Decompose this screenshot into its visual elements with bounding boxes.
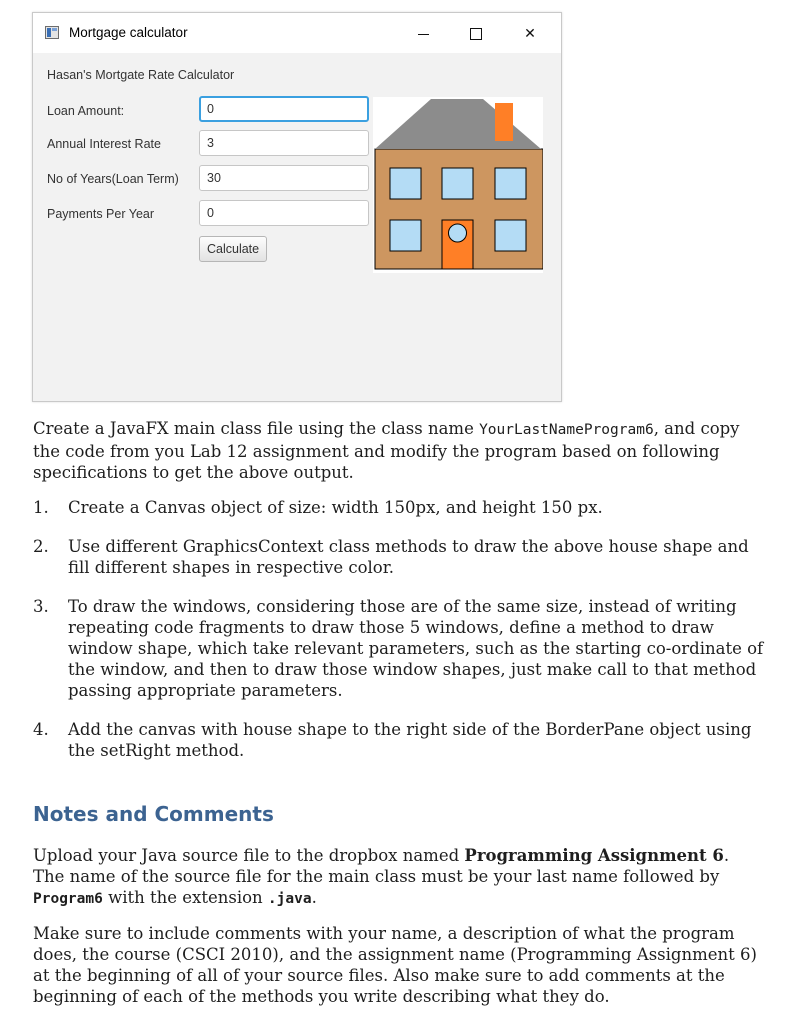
loan-amount-label: Loan Amount: (47, 104, 125, 118)
close-button[interactable] (507, 19, 553, 47)
intro-paragraph (33, 418, 763, 483)
maximize-icon (470, 28, 482, 40)
calculate-button[interactable]: Calculate (199, 236, 267, 262)
house-chimney (495, 103, 513, 141)
house-window (390, 220, 421, 251)
calculator-heading: Hasan's Mortgate Rate Calculator (47, 68, 235, 82)
title-bar[interactable] (33, 13, 561, 53)
maximize-button[interactable] (453, 19, 499, 47)
upload-text-4: . (311, 888, 317, 907)
app-icon (45, 26, 59, 39)
house-window (390, 168, 421, 199)
comments-paragraph: Make sure to include comments with your name, a description of what the program does, the course (CSCI 2010), and the assignment name (Programming Assignment 6) at the beginning of all of your source files. Also make sure to add comments at the beginning of each of the methods you write describing what they do. (33, 924, 757, 1006)
file-extension: .java (267, 891, 312, 907)
minimize-button[interactable] (400, 19, 446, 47)
list-item-number: 3. (33, 597, 49, 616)
loan-term-label: No of Years(Loan Term) (47, 172, 179, 186)
close-icon: ✕ (524, 25, 536, 41)
list-item-text: Add the canvas with house shape to the right side of the BorderPane object using the setRight method. (68, 720, 752, 760)
mortgage-calculator-window (32, 12, 562, 402)
payments-per-year-label: Payments Per Year (47, 207, 155, 221)
window-content (33, 53, 561, 401)
list-item-text: To draw the windows, considering those are of the same size, instead of writing repeating code fragments to draw those 5 windows, define a method to draw window shape, which take relevant parameters, such as the starting co-ordinate of the window, and then to draw those window shapes, just make call to that method passing appropriate parameters. (68, 597, 764, 700)
list-item-number: 1. (33, 498, 49, 517)
payments-per-year-input[interactable] (199, 200, 369, 226)
minimize-icon (418, 34, 429, 35)
upload-paragraph (33, 845, 763, 910)
notes-heading: Notes and Comments (33, 802, 274, 826)
intro-text-end: , and copy the code from you Lab 12 assignment and modify the program based on following specifications to get the above output. (33, 419, 740, 482)
window-title: Mortgage calculator (69, 25, 188, 40)
intro-text-start: Create a JavaFX main class file using the class name (33, 419, 480, 438)
dropbox-name: Programming Assignment 6 (464, 846, 724, 865)
list-item-text: Create a Canvas object of size: width 150px, and height 150 px. (68, 498, 603, 517)
upload-text-1: Upload your Java source file to the dropbox named (33, 846, 465, 865)
house-window (495, 220, 526, 251)
annual-interest-rate-label: Annual Interest Rate (47, 137, 161, 151)
list-item-number: 2. (33, 537, 49, 556)
house-canvas (373, 97, 543, 273)
annual-interest-rate-input[interactable] (199, 130, 369, 156)
intro-class-name: YourLastNameProgram6 (479, 422, 654, 438)
filename-suffix: Program6 (33, 891, 103, 907)
loan-term-input[interactable] (199, 165, 369, 191)
house-door-window (449, 224, 467, 242)
house-window (495, 168, 526, 199)
upload-text-3: with the extension (102, 888, 268, 907)
list-item-text: Use different GraphicsContext class methods to draw the above house shape and fill different shapes in respective color. (68, 537, 749, 577)
house-window (442, 168, 473, 199)
loan-amount-input[interactable] (199, 96, 369, 122)
upload-text-2: . The name of the source file for the main class must be your last name followed by (33, 846, 730, 886)
house-roof (375, 99, 541, 149)
list-item-number: 4. (33, 720, 49, 739)
